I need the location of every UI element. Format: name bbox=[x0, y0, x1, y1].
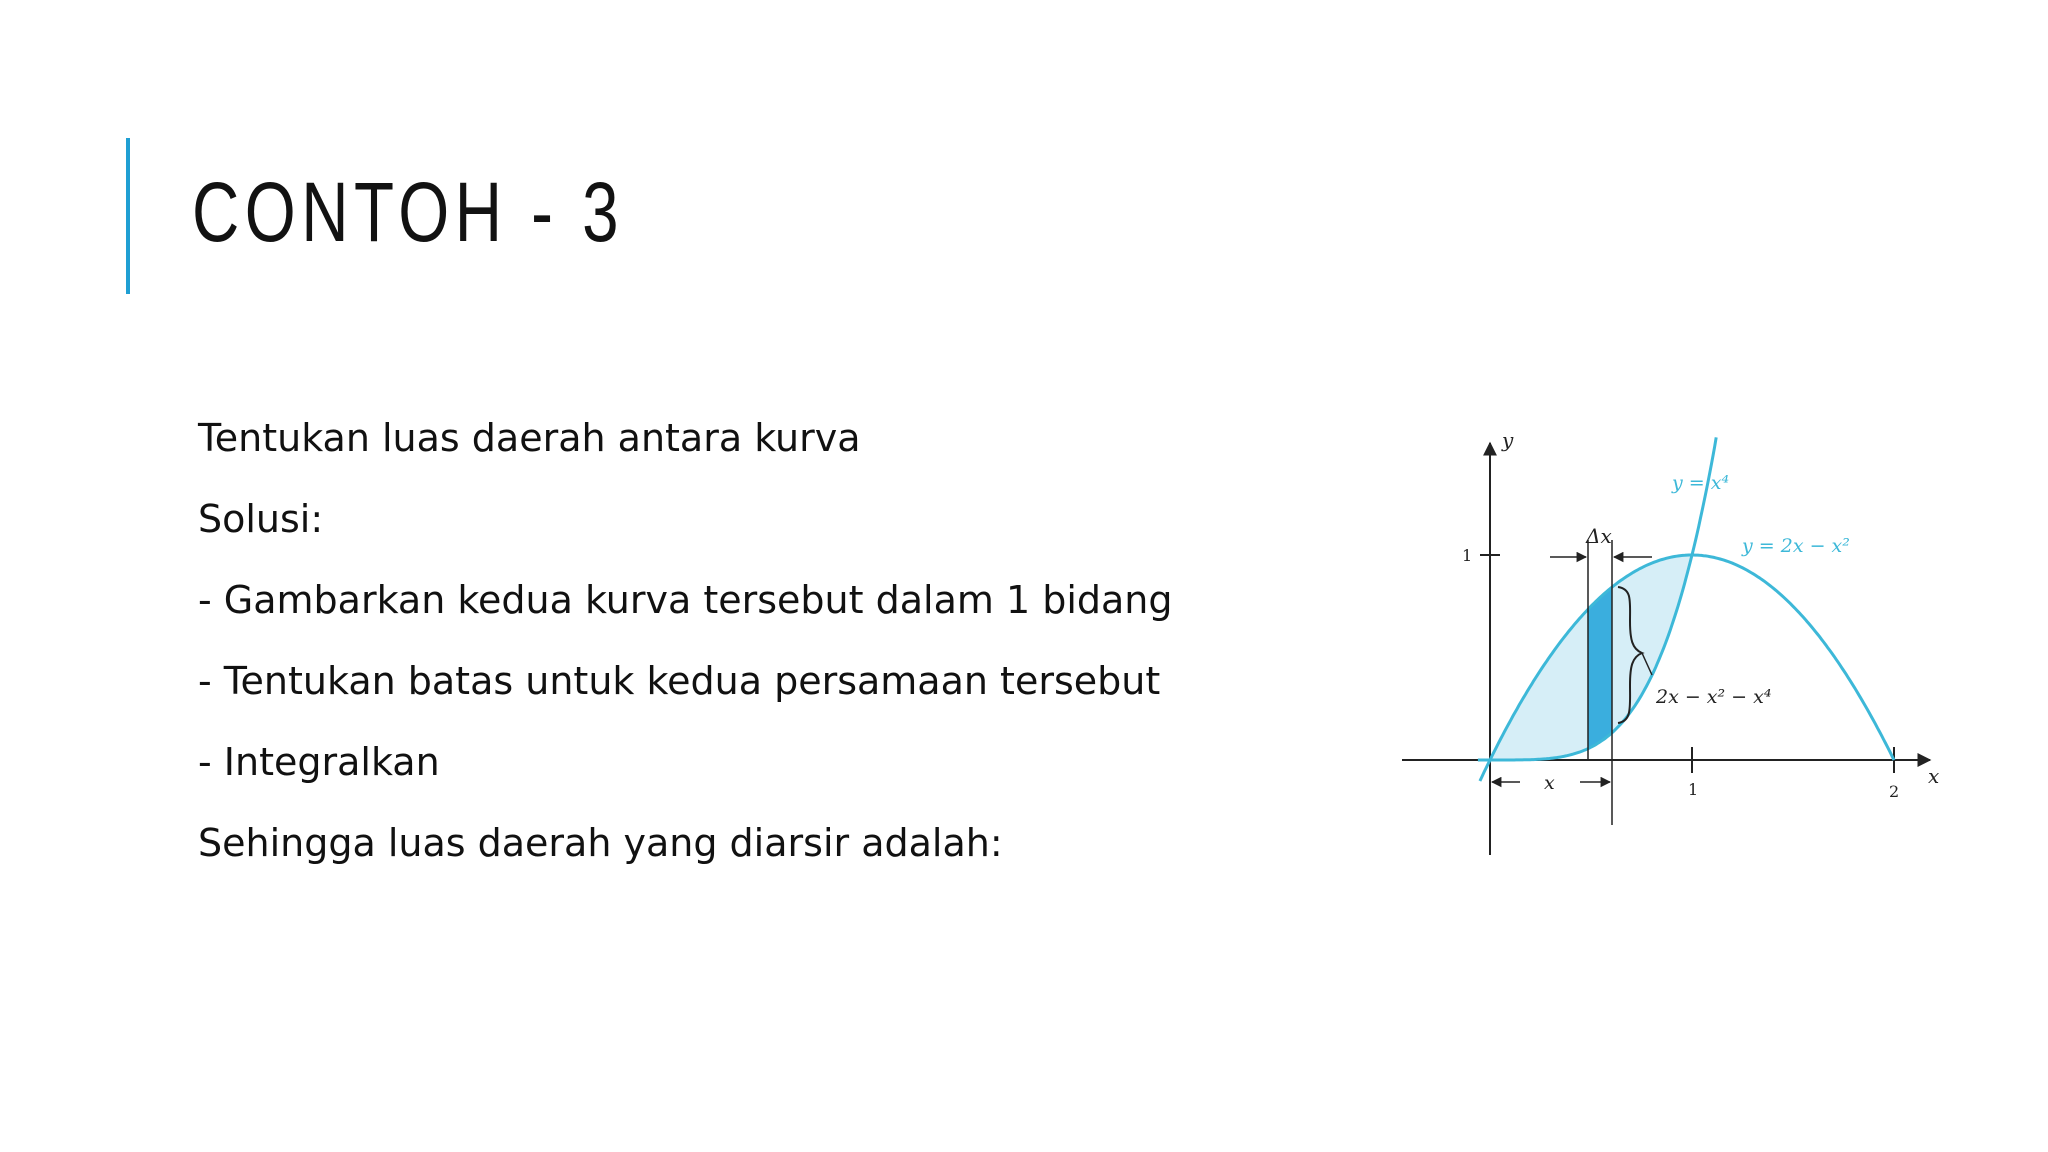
figure-canvas bbox=[1390, 425, 1950, 865]
curve-parabola-label: y = 2x − x² bbox=[1742, 535, 1850, 557]
title-accent-bar bbox=[126, 138, 130, 294]
body-line-step-integrate: - Integralkan bbox=[198, 740, 440, 784]
y-axis-label: y bbox=[1502, 428, 1514, 452]
body-line-step-draw: - Gambarkan kedua kurva tersebut dalam 1 bidang bbox=[198, 578, 1173, 622]
y-tick-label: 1 bbox=[1462, 546, 1473, 565]
x-axis-label: x bbox=[1928, 764, 1940, 788]
x-distance-label: x bbox=[1544, 772, 1555, 794]
area-between-curves-figure bbox=[1390, 425, 1950, 865]
body-line-conclusion: Sehingga luas daerah yang diarsir adalah: bbox=[198, 821, 1003, 865]
body-line-step-limits: - Tentukan batas untuk kedua persamaan tersebut bbox=[198, 659, 1161, 703]
slide-title: CONTOH - 3 bbox=[192, 165, 624, 259]
delta-x-label: Δx bbox=[1586, 524, 1612, 548]
curve-quartic-label: y = x⁴ bbox=[1672, 472, 1730, 494]
x-tick-label-1: 1 bbox=[1688, 780, 1699, 799]
body-line-instruction: Tentukan luas daerah antara kurva bbox=[198, 416, 861, 460]
height-label: 2x − x² − x⁴ bbox=[1656, 686, 1772, 708]
representative-strip bbox=[1588, 587, 1612, 748]
slide-body bbox=[198, 398, 1318, 884]
body-line-solution-heading: Solusi: bbox=[198, 497, 324, 541]
x-tick-label-2: 2 bbox=[1889, 782, 1900, 801]
